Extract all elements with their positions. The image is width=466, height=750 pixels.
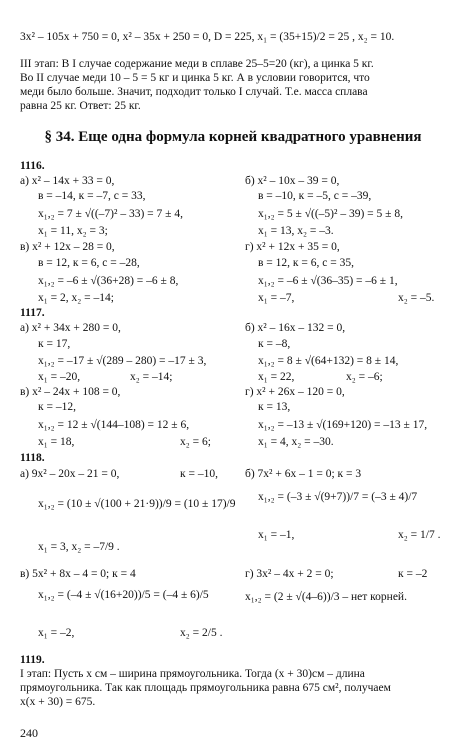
p1118-a-k: к = –10, <box>180 468 218 480</box>
p1117-v-line1: в) x² – 24x + 108 = 0, <box>20 386 121 398</box>
stage-text-line-4: равна 25 кг. Ответ: 25 кг. <box>20 100 141 112</box>
p1117-a-line2: к = 17, <box>38 338 71 350</box>
p1117-b-line1: б) x² – 16x – 132 = 0, <box>245 322 346 334</box>
problem-number-1116: 1116. <box>20 160 45 172</box>
p1117-v-line4a: x₁ = 18, <box>38 436 75 448</box>
p1117-b-line4a: x₁ = 22, <box>258 371 295 383</box>
p1116-b-line4: x₁ = 13, x₂ = –3. <box>258 225 334 237</box>
p1118-b-x1: x₁ = –1, <box>258 529 295 541</box>
p1116-a-line2: в = –14, к = –7, с = 33, <box>38 190 146 202</box>
p1116-a-line4: x₁ = 11, x₂ = 3; <box>38 225 108 237</box>
p1118-v-line1: в) 5x² + 8x – 4 = 0; к = 4 <box>20 568 136 580</box>
p1116-b-line1: б) x² – 10x – 39 = 0, <box>245 175 340 187</box>
p1117-g-line1: г) x² + 26x – 120 = 0, <box>245 386 345 398</box>
p1116-v-line3: x₁,₂ = –6 ± √(36+28) = –6 ± 8, <box>38 275 179 287</box>
stage-text-line-2: Во II случае меди 10 – 5 = 5 кг и цинка 5 кг. А в условии говорится, что <box>20 72 370 84</box>
p1118-a-formula: x₁,₂ = (10 ± √(100 + 21·9))/9 = (10 ± 17)/9 <box>38 498 236 510</box>
p1116-v-line4: x₁ = 2, x₂ = –14; <box>38 292 114 304</box>
p1118-g-line1: г) 3x² – 4x + 2 = 0; <box>245 568 334 580</box>
equation-line: 3x² – 105x + 750 = 0, x² – 35x + 250 = 0, D = 225, x₁ = (35+15)/2 = 25 , x₂ = 10. <box>20 31 395 43</box>
p1119-line1: I этап: Пусть x см – ширина прямоугольника. Тогда (x + 30)см – длина <box>20 668 365 680</box>
p1117-v-line4b: x₂ = 6; <box>180 436 211 448</box>
stage-text-line-1: III этап: В I случае содержание меди в сплаве 25–5=20 (кг), а цинка 5 кг. <box>20 58 374 70</box>
problem-number-1119: 1119. <box>20 654 45 666</box>
section-title: § 34. Еще одна формула корней квадратного уравнения <box>44 129 422 145</box>
p1117-g-line4: x₁ = 4, x₂ = –30. <box>258 436 334 448</box>
p1117-g-line3: x₁,₂ = –13 ± √(169+120) = –13 ± 17, <box>258 419 428 431</box>
p1116-a-line1: а) x² – 14x + 33 = 0, <box>20 175 115 187</box>
problem-number-1118: 1118. <box>20 452 45 464</box>
p1117-a-line4a: x₁ = –20, <box>38 371 81 383</box>
p1116-b-line2: в = –10, к = –5, с = –39, <box>258 190 372 202</box>
p1117-v-line3: x₁,₂ = 12 ± √(144–108) = 12 ± 6, <box>38 419 190 431</box>
p1118-a-roots: x₁ = 3, x₂ = –7/9 . <box>38 541 120 553</box>
p1118-b-x2: x₂ = 1/7 . <box>398 529 441 541</box>
page-number: 240 <box>20 726 38 740</box>
p1116-b-line3: x₁,₂ = 5 ± √((–5)² – 39) = 5 ± 8, <box>258 208 403 220</box>
p1116-g-line1: г) x² + 12x + 35 = 0, <box>245 241 340 253</box>
p1117-a-line3: x₁,₂ = –17 ± √(289 – 280) = –17 ± 3, <box>38 355 207 367</box>
p1118-g-k: к = –2 <box>398 568 428 580</box>
p1118-v-x1: x₁ = –2, <box>38 627 75 639</box>
p1116-v-line1: в) x² + 12x – 28 = 0, <box>20 241 115 253</box>
p1118-v-x2: x₂ = 2/5 . <box>180 627 223 639</box>
p1119-line3: x(x + 30) = 675. <box>20 696 96 708</box>
stage-text-line-3: меди было больше. Значит, подходит только I случай. Т.е. масса сплава <box>20 86 368 98</box>
p1117-b-line2: к = –8, <box>258 338 291 350</box>
p1117-a-line1: а) x² + 34x + 280 = 0, <box>20 322 121 334</box>
p1118-b-line1: б) 7x² + 6x – 1 = 0; к = 3 <box>245 468 362 480</box>
p1116-g-line3: x₁,₂ = –6 ± √(36–35) = –6 ± 1, <box>258 275 398 287</box>
p1117-b-line3: x₁,₂ = 8 ± √(64+132) = 8 ± 14, <box>258 355 399 367</box>
p1116-a-line3: x₁,₂ = 7 ± √((–7)² – 33) = 7 ± 4, <box>38 208 183 220</box>
p1116-g-line4b: x₂ = –5. <box>398 292 435 304</box>
p1118-v-formula: x₁,₂ = (–4 ± √(16+20))/5 = (–4 ± 6)/5 <box>38 589 209 601</box>
p1118-b-formula: x₁,₂ = (–3 ± √(9+7))/7 = (–3 ± 4)/7 <box>258 491 418 503</box>
p1117-a-line4b: x₂ = –14; <box>130 371 173 383</box>
p1117-g-line2: к = 13, <box>258 401 291 413</box>
p1118-g-formula: x₁,₂ = (2 ± √(4–6))/3 – нет корней. <box>245 591 407 603</box>
p1117-v-line2: к = –12, <box>38 401 76 413</box>
p1116-g-line4a: x₁ = –7, <box>258 292 295 304</box>
p1117-b-line4b: x₂ = –6; <box>346 371 383 383</box>
p1119-line2: прямоугольника. Так как площадь прямоугольника равна 675 см², получаем <box>20 682 391 694</box>
p1118-a-line1: а) 9x² – 20x – 21 = 0, <box>20 468 120 480</box>
p1116-g-line2: в = 12, к = 6, с = 35, <box>258 257 354 269</box>
p1116-v-line2: в = 12, к = 6, с = –28, <box>38 257 140 269</box>
problem-number-1117: 1117. <box>20 307 45 319</box>
